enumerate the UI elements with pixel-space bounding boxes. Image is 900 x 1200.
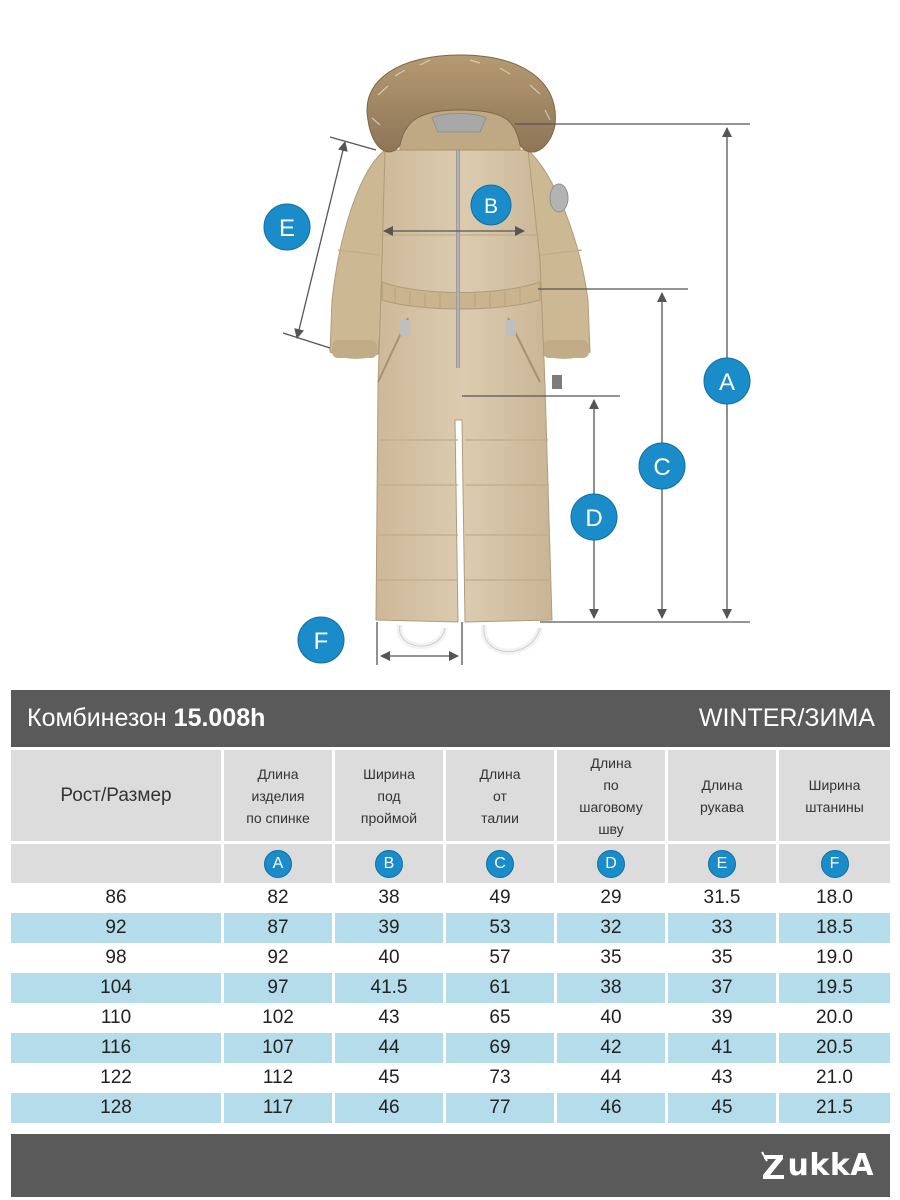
- product-title: [27, 704, 265, 733]
- header-leg-width: [779, 747, 890, 841]
- table-row: [11, 913, 890, 943]
- table-cell: 35: [557, 943, 668, 973]
- badge-e: E: [708, 850, 736, 878]
- table-cell: 82: [224, 883, 335, 913]
- table-cell: 35: [668, 943, 779, 973]
- table-cell: 112: [224, 1063, 335, 1093]
- table-cell: 87: [224, 913, 335, 943]
- table-row: [11, 1093, 890, 1123]
- table-cell: 39: [335, 913, 446, 943]
- table-cell: 20.0: [779, 1003, 890, 1033]
- size-cell: 128: [11, 1093, 224, 1123]
- header-size: Рост/Размер: [11, 747, 224, 841]
- header-back-length: [224, 747, 335, 841]
- table-row: [11, 943, 890, 973]
- header-line: изделия: [251, 787, 305, 804]
- size-cell: 86: [11, 883, 224, 913]
- table-cell: 77: [446, 1093, 557, 1123]
- jumpsuit-image: [330, 55, 590, 652]
- header-line: Ширина: [808, 776, 861, 793]
- size-cell: 116: [11, 1033, 224, 1063]
- table-cell: 43: [335, 1003, 446, 1033]
- marker-a: [704, 358, 750, 404]
- table-cell: 43: [668, 1063, 779, 1093]
- table-cell: 41: [668, 1033, 779, 1063]
- marker-a-label: A: [718, 369, 736, 396]
- table-cell: 117: [224, 1093, 335, 1123]
- badge-cell: [668, 841, 779, 883]
- badge-d: D: [597, 850, 625, 878]
- table-cell: 97: [224, 973, 335, 1003]
- table-row: [11, 883, 890, 913]
- measurements-table: [11, 747, 890, 1123]
- header-line: рукава: [700, 798, 744, 815]
- badge-cell: [446, 841, 557, 883]
- table-cell: 40: [557, 1003, 668, 1033]
- table-cell: 69: [446, 1033, 557, 1063]
- table-cell: 44: [335, 1033, 446, 1063]
- table-cell: 38: [557, 973, 668, 1003]
- table-cell: 21.0: [779, 1063, 890, 1093]
- size-cell: 110: [11, 1003, 224, 1033]
- table-cell: 46: [557, 1093, 668, 1123]
- table-cell: 65: [446, 1003, 557, 1033]
- table-cell: 57: [446, 943, 557, 973]
- marker-e-label: E: [278, 215, 296, 242]
- badge-cell: [224, 841, 335, 883]
- table-cell: 102: [224, 1003, 335, 1033]
- marker-d-label: D: [585, 505, 603, 532]
- size-cell: 98: [11, 943, 224, 973]
- header-row: [11, 747, 890, 841]
- header-inseam-length: [557, 747, 668, 841]
- table-cell: 45: [335, 1063, 446, 1093]
- header-line: Длина: [701, 776, 743, 793]
- badge-empty-cell: [11, 841, 224, 883]
- header-line: штанины: [805, 798, 864, 815]
- table-cell: 37: [668, 973, 779, 1003]
- header-line: Длина: [479, 765, 521, 782]
- table-cell: 19.0: [779, 943, 890, 973]
- marker-f-label: F: [313, 628, 329, 655]
- product-code: 15.008h: [173, 704, 266, 732]
- marker-e: [264, 204, 310, 250]
- table-cell: 46: [335, 1093, 446, 1123]
- size-cell: 92: [11, 913, 224, 943]
- table-cell: 107: [224, 1033, 335, 1063]
- header-line: под: [377, 787, 401, 804]
- header-line: Длина: [257, 765, 299, 782]
- header-line: шаговому: [579, 798, 643, 815]
- brand-footer: [11, 1134, 890, 1197]
- brand-logo-text: ukkA: [787, 1148, 874, 1183]
- table-cell: 42: [557, 1033, 668, 1063]
- table-cell: 40: [335, 943, 446, 973]
- header-line: Длина: [590, 754, 632, 771]
- marker-c: [639, 443, 685, 489]
- table-row: [11, 1033, 890, 1063]
- table-cell: 20.5: [779, 1033, 890, 1063]
- table-cell: 73: [446, 1063, 557, 1093]
- marker-f: [298, 617, 344, 663]
- header-line: Ширина: [363, 765, 415, 782]
- header-armhole-width: [335, 747, 446, 841]
- header-line: по спинке: [246, 809, 310, 826]
- table-cell: 41.5: [335, 973, 446, 1003]
- badge-a: A: [264, 850, 292, 878]
- brand-logo: [761, 1148, 874, 1183]
- size-chart: [11, 690, 890, 1197]
- badge-row: [11, 841, 890, 883]
- badge-b: B: [375, 850, 403, 878]
- table-row: [11, 1063, 890, 1093]
- badge-cell: [557, 841, 668, 883]
- header-sleeve-length: [668, 747, 779, 841]
- badge-cell: [335, 841, 446, 883]
- header-line: по: [603, 776, 619, 793]
- table-cell: 92: [224, 943, 335, 973]
- table-cell: 32: [557, 913, 668, 943]
- table-cell: 31.5: [668, 883, 779, 913]
- header-line: от: [493, 787, 507, 804]
- product-label: Комбинезон: [27, 704, 167, 732]
- table-cell: 44: [557, 1063, 668, 1093]
- marker-c-label: C: [653, 454, 671, 481]
- header-line: талии: [481, 809, 519, 826]
- table-cell: 45: [668, 1093, 779, 1123]
- table-cell: 49: [446, 883, 557, 913]
- table-cell: 39: [668, 1003, 779, 1033]
- table-cell: 53: [446, 913, 557, 943]
- marker-b: [471, 185, 511, 225]
- season-label: WINTER/ЗИМА: [698, 704, 875, 732]
- header-line: проймой: [360, 809, 418, 826]
- size-cell: 104: [11, 973, 224, 1003]
- table-cell: 29: [557, 883, 668, 913]
- table-row: [11, 973, 890, 1003]
- table-cell: 38: [335, 883, 446, 913]
- zukka-z-logo-icon: [761, 1151, 787, 1181]
- table-cell: 19.5: [779, 973, 890, 1003]
- size-cell: 122: [11, 1063, 224, 1093]
- marker-b-label: B: [483, 195, 499, 218]
- table-cell: 61: [446, 973, 557, 1003]
- header-waist-length: [446, 747, 557, 841]
- table-cell: 18.0: [779, 883, 890, 913]
- table-cell: 21.5: [779, 1093, 890, 1123]
- badge-cell: [779, 841, 890, 883]
- size-chart-title-bar: [11, 690, 890, 747]
- badge-f: F: [821, 850, 849, 878]
- table-cell: 33: [668, 913, 779, 943]
- marker-d: [571, 494, 617, 540]
- header-line: шву: [598, 820, 624, 837]
- table-cell: 18.5: [779, 913, 890, 943]
- badge-c: C: [486, 850, 514, 878]
- table-row: [11, 1003, 890, 1033]
